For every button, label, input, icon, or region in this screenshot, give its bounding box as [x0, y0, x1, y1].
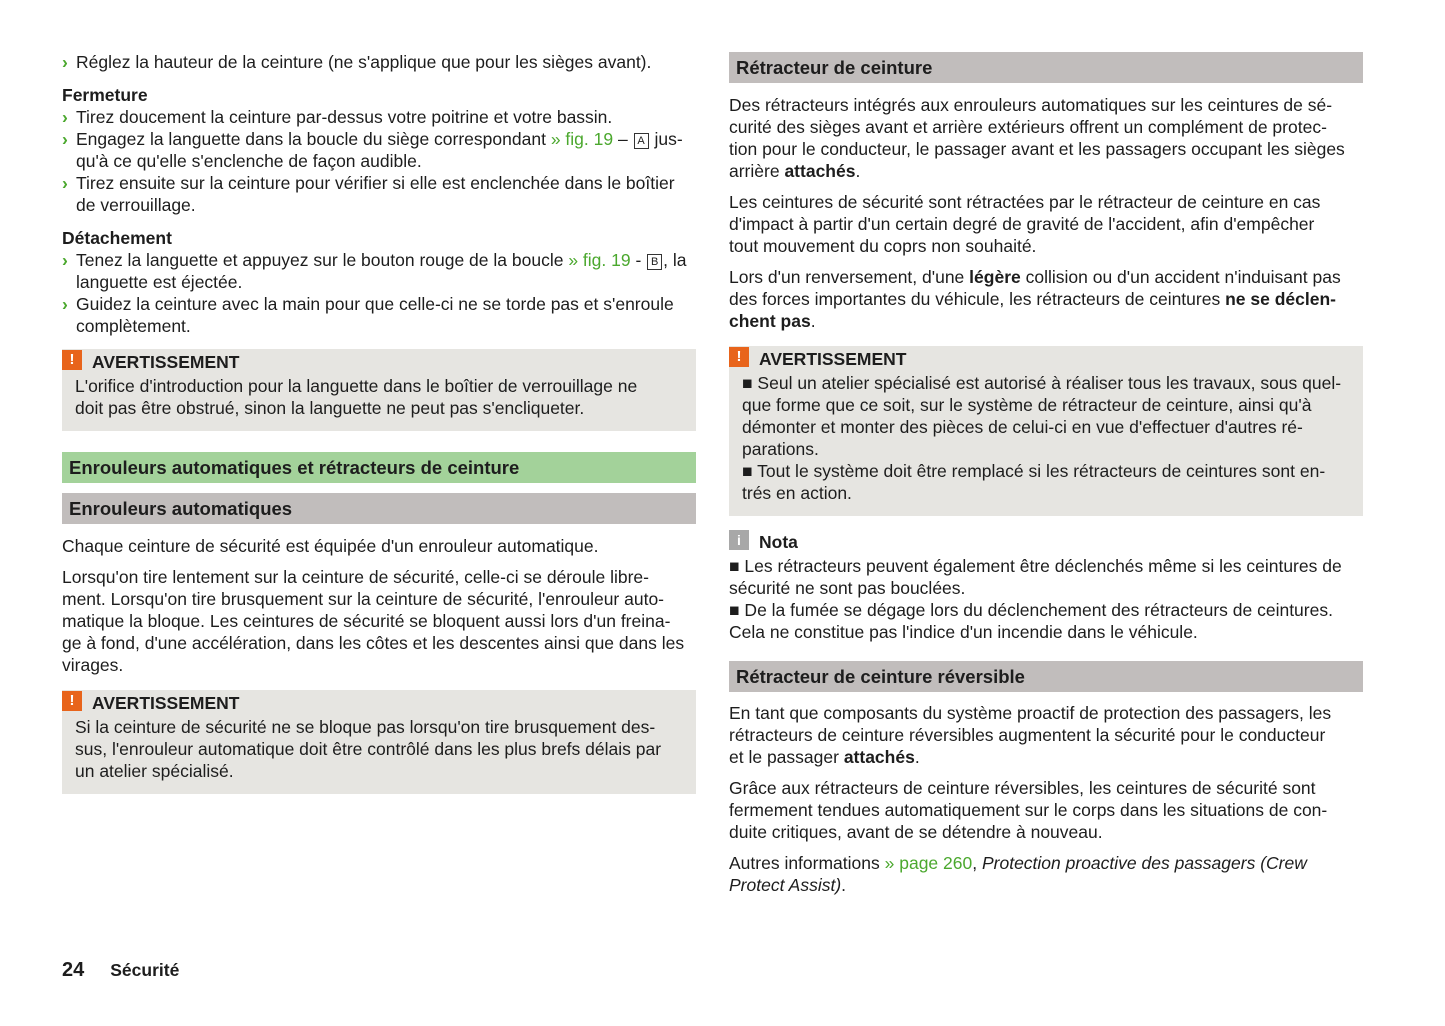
- paragraph: En tant que composants du système proactif de protection des passagers, les rétracteurs de ceinture réversibles augmentent la sécurité pour le conducteur et le passager attachés.: [729, 703, 1332, 767]
- figure-link[interactable]: » fig. 19: [568, 250, 631, 270]
- paragraph: Des rétracteurs intégrés aux enrouleurs automatiques sur les ceintures de sé- curité des sièges avant et arrière extérieurs offrent un complément de protec- tion pour le conducteur, le passager avant et les passagers occupant les sièges arrière attachés.: [729, 95, 1345, 181]
- paragraph: Autres informations » page 260, Protection proactive des passagers (Crew Protect Assist).: [729, 853, 1307, 895]
- list-item: › Engagez la languette dans la boucle du siège correspondant » fig. 19 – A jus- qu'à ce qu'elle s'enclenche de façon audible.: [62, 129, 683, 171]
- paragraph: Les ceintures de sécurité sont rétractées par le rétracteur de ceinture en cas d'impact à partir d'un certain degré de gravité de l'accident, afin d'empêcher tout mouvement du coprs non souhaité.: [729, 192, 1321, 256]
- paragraph: Lors d'un renversement, d'une légère collision ou d'un accident n'induisant pas des forces importantes du véhicule, les rétracteurs de ceintures ne se déclen- chent pas.: [729, 267, 1341, 331]
- body-text: [729, 94, 1363, 341]
- section-heading: Enrouleurs automatiques et rétracteurs de ceinture: [62, 452, 696, 483]
- figure-link[interactable]: » fig. 19: [550, 129, 614, 149]
- body-text: Chaque ceinture de sécurité est équipée d'un enrouleur automatique. Lorsqu'on tire lentement sur la ceinture de sécurité, celle-ci se déroule libre- ment. Lorsqu'on tire brusquement sur la ceinture de sécurité, l'enrouleur auto- matique la bloque. Les ceintures de sécurité se bloquent aussi lors d'un freina- ge à fond, d'une accélération, dans les côtes et les descentes ainsi que dans les virages.: [62, 535, 696, 685]
- subsection-heading: Rétracteur de ceinture: [729, 52, 1363, 83]
- page-link[interactable]: » page 260: [884, 853, 973, 873]
- subsection-heading: Rétracteur de ceinture réversible: [729, 661, 1363, 692]
- warning-icon: !: [62, 691, 82, 711]
- warning-title: AVERTISSEMENT: [92, 693, 240, 713]
- nota-title: Nota: [759, 532, 798, 552]
- warning-box: ! AVERTISSEMENT L'orifice d'introduction pour la languette dans le boîtier de verrouillage ne doit pas être obstrué, sinon la languette ne peut pas s'encliqueter.: [62, 349, 696, 431]
- figure-key-badge: B: [647, 254, 662, 270]
- body-text: [729, 702, 1363, 905]
- warning-title: AVERTISSEMENT: [92, 352, 240, 372]
- paragraph: Lorsqu'on tire lentement sur la ceinture de sécurité, celle-ci se déroule libre- ment. Lorsqu'on tire brusquement sur la ceinture de sécurité, l'enrouleur auto- matique la bloque. Les ceintures de sécurité se bloquent aussi lors d'un freina- ge à fond, d'une accélération, dans les côtes et les descentes ainsi que dans les virages.: [62, 567, 685, 675]
- warning-icon: !: [62, 350, 82, 370]
- warning-title: AVERTISSEMENT: [759, 349, 907, 369]
- warning-icon: !: [729, 347, 749, 367]
- warning-box: ! AVERTISSEMENT Si la ceinture de sécurité ne se bloque pas lorsqu'on tire brusquement des- sus, l'enrouleur automatique doit être contrôlé dans les plus brefs délais par un atelier spécialisé.: [62, 690, 696, 794]
- page-number: 24: [62, 959, 85, 981]
- chevron-right-icon: ›: [62, 52, 68, 72]
- footer-section: Sécurité: [110, 960, 180, 980]
- chevron-right-icon: ›: [62, 294, 68, 314]
- chevron-right-icon: ›: [62, 107, 68, 127]
- list-item: › Tirez ensuite sur la ceinture pour vérifier si elle est enclenchée dans le boîtier de verrouillage.: [62, 173, 675, 215]
- warning-box: ! AVERTISSEMENT ■ Seul un atelier spécialisé est autorisé à réaliser tous les travaux, sous quel- que forme que ce soit, sur le système de rétracteur de ceinture, ainsi qu'à démonter et monter des pièces de celui-ci en vue d'effectuer d'autres ré- parations. ■ Tout le système doit être remplacé si les rétracteurs de ceintures sont en- trés en action.: [729, 346, 1363, 516]
- figure-key-badge: A: [634, 133, 649, 149]
- chevron-right-icon: ›: [62, 129, 68, 149]
- list-item: › Guidez la ceinture avec la main pour que celle-ci ne se torde pas et s'enroule complètement.: [62, 294, 674, 336]
- info-icon: i: [729, 530, 749, 550]
- list-item: › Réglez la hauteur de la ceinture (ne s'applique que pour les sièges avant).: [62, 52, 652, 72]
- chevron-right-icon: ›: [62, 250, 68, 270]
- page-footer: [62, 959, 179, 981]
- fermeture-section: [62, 84, 696, 216]
- section-subtitle: Détachement: [62, 228, 172, 248]
- section-subtitle: Fermeture: [62, 85, 148, 105]
- nota-box: i Nota ■ Les rétracteurs peuvent également être déclenchés même si les ceintures de sécurité ne sont pas bouclées. ■ De la fumée se dégage lors du déclenchement des rétracteurs de ceintures. Cela ne constitue pas l'indice d'un incendie dans le véhicule.: [729, 532, 1342, 642]
- paragraph: Grâce aux rétracteurs de ceinture réversibles, les ceintures de sécurité sont fermement tendues automatiquement sur le corps dans les situations de con- duite critiques, avant de se détendre à nouveau.: [729, 778, 1328, 842]
- list-item: › Tenez la languette et appuyez sur le bouton rouge de la boucle » fig. 19 - B , la languette est éjectée.: [62, 250, 687, 292]
- subsection-heading: Enrouleurs automatiques: [62, 493, 696, 524]
- chevron-right-icon: ›: [62, 173, 68, 193]
- list-item: › Tirez doucement la ceinture par-dessus votre poitrine et votre bassin.: [62, 107, 613, 127]
- detachement-section: [62, 227, 696, 337]
